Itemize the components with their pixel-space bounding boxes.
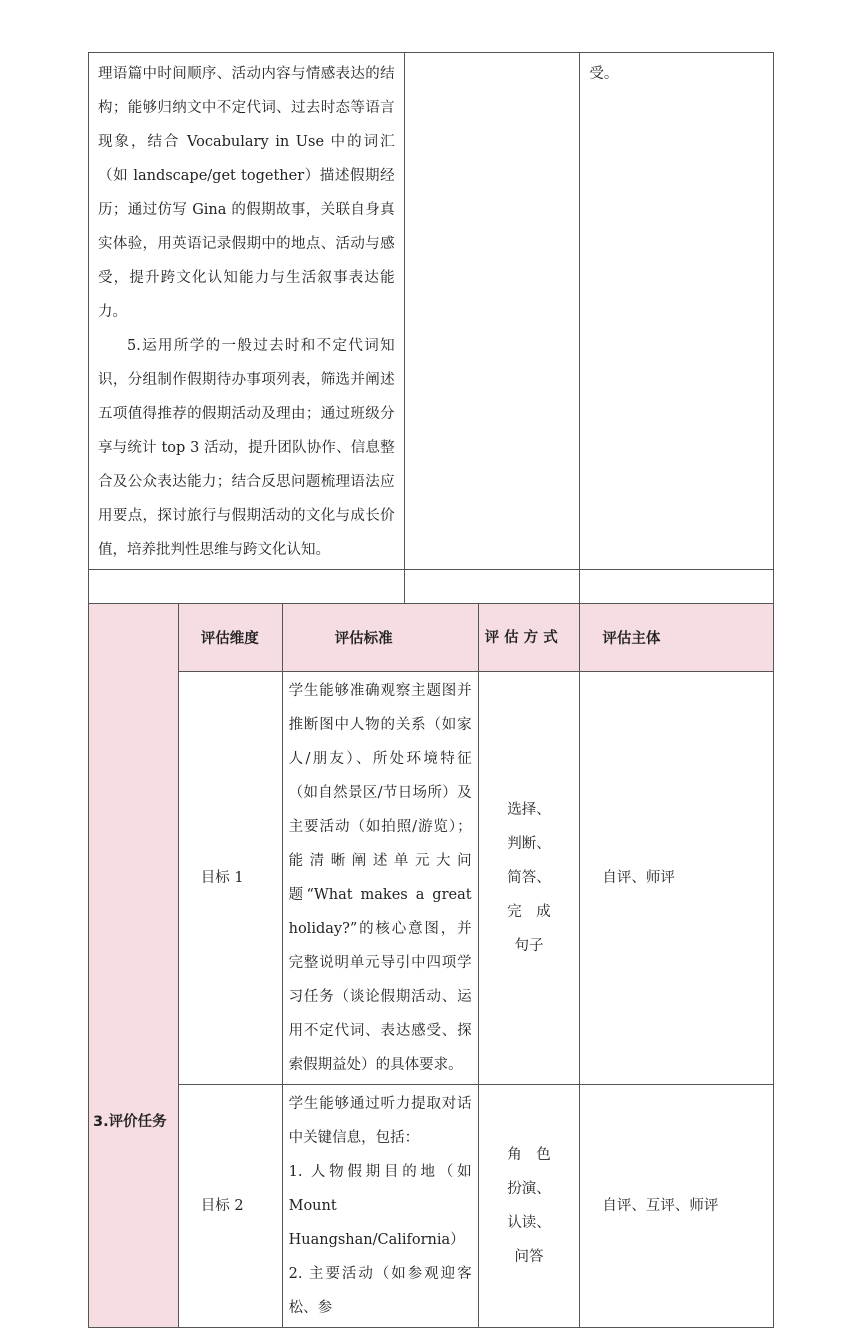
objective-4-text: 理语篇中时间顺序、活动内容与情感表达的结构；能够归纳文中不定代词、过去时态等语言现象，结合 Vocabulary in Use 中的词汇（如 landscape/get together）描述假期经历；通过仿写 Gina 的假期故事，关联自身真实体验，用英语记录假期中的地点、活动与感受，提升跨文化认知能力与生活叙事表达能力。 [98,66,395,320]
header-criteria-label: 评估标准 [334,631,393,647]
method-cell [478,1085,580,1328]
criteria-text: 学生能够通过听力提取对话中关键信息，包括： 1. 人物假期目的地（如 Mount Huangshan/California） 2. 主要活动（如参观迎客松、参 [288,1096,472,1316]
header-dimension-label: 评估维度 [200,631,259,647]
header-criteria [282,604,478,672]
empty-cell [404,53,580,570]
method-cell [478,672,580,1085]
objectives-cell [89,53,405,570]
section-label-cell [89,604,179,1328]
dimension-text: 目标 1 [200,870,244,886]
dimension-cell [178,672,282,1085]
criteria-cell [282,672,478,1085]
objective-5-text: 5.运用所学的一般过去时和不定代词知识，分组制作假期待办事项列表，筛选并阐述五项值得推荐的假期活动及理由；通过班级分享与统计 top 3 活动，提升团队协作、信息整合及公众表达能力；结合反思问题梳理语法应用要点，探讨旅行与假期活动的文化与成长价值，培养批判性思维与跨文化认知。 [98,338,395,558]
header-method-label: 评 估 方 式 [484,629,558,646]
subject-cell [580,1085,774,1328]
dimension-cell [178,1085,282,1328]
notes-text: 受。 [589,66,619,82]
dimension-text: 目标 2 [200,1198,244,1214]
method-text: 选择、 判断、 简答、 完 成 句子 [507,802,551,954]
header-subject-label: 评估主体 [602,631,661,647]
subject-cell [580,672,774,1085]
criteria-cell [282,1085,478,1328]
subject-text: 自评、互评、师评 [602,1198,719,1214]
empty-row-cell [404,570,580,604]
empty-row-cell [580,570,774,604]
empty-row-cell [89,570,405,604]
header-dimension [178,604,282,672]
subject-text: 自评、师评 [602,870,675,886]
method-text: 角 色 扮演、 认读、 问答 [507,1147,551,1265]
criteria-text: 学生能够准确观察主题图并推断图中人物的关系（如家人/朋友）、所处环境特征（如自然景区/节日场所）及主要活动（如拍照/游览）；能清晰阐述单元大问题“What makes a great holiday?”的核心意图，并完整说明单元导引中四项学习任务（谈论假期活动、运用不定代词、表达感受、探索假期益处）的具体要求。 [288,683,472,1073]
notes-cell [580,53,774,570]
section-title: 3.评价任务 [93,1114,167,1130]
header-subject [580,604,774,672]
lesson-plan-table [88,52,774,1328]
header-method [478,604,580,672]
